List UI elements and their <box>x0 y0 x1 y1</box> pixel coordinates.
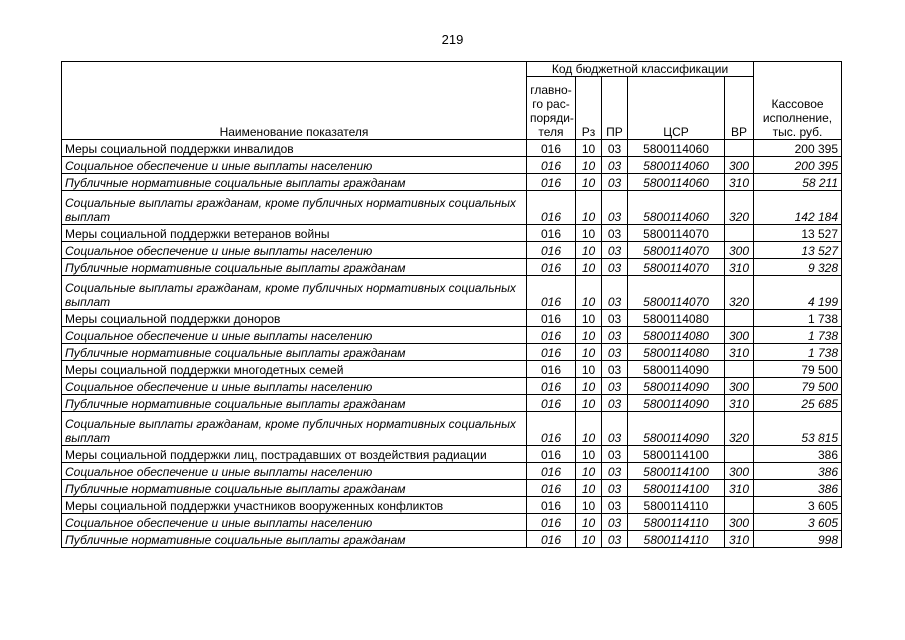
cell-pr: 03 <box>602 327 628 344</box>
cell-csr: 5800114100 <box>628 463 725 480</box>
cell-name: Социальное обеспечение и иные выплаты населению <box>62 327 527 344</box>
cell-csr: 5800114070 <box>628 276 725 310</box>
cell-sum: 142 184 <box>754 191 842 225</box>
table-row <box>62 412 842 446</box>
table-header <box>62 62 842 140</box>
cell-vr: 300 <box>725 327 754 344</box>
cell-name: Меры социальной поддержки лиц, пострадавших от воздействия радиации <box>62 446 527 463</box>
cell-rz: 10 <box>576 157 602 174</box>
cell-vr: 320 <box>725 191 754 225</box>
cell-pr: 03 <box>602 344 628 361</box>
cell-manager-code: 016 <box>527 361 576 378</box>
cell-manager-code: 016 <box>527 140 576 157</box>
cell-pr: 03 <box>602 395 628 412</box>
cell-vr <box>725 446 754 463</box>
cell-vr: 310 <box>725 174 754 191</box>
cell-manager-code: 016 <box>527 191 576 225</box>
cell-vr: 310 <box>725 395 754 412</box>
cell-name: Меры социальной поддержки участников вооруженных конфликтов <box>62 497 527 514</box>
cell-rz: 10 <box>576 174 602 191</box>
cell-rz: 10 <box>576 225 602 242</box>
table-row <box>62 225 842 242</box>
cell-name: Социальное обеспечение и иные выплаты населению <box>62 463 527 480</box>
cell-rz: 10 <box>576 514 602 531</box>
cell-rz: 10 <box>576 497 602 514</box>
cell-csr: 5800114070 <box>628 259 725 276</box>
cell-pr: 03 <box>602 140 628 157</box>
cell-vr <box>725 497 754 514</box>
cell-rz: 10 <box>576 191 602 225</box>
cell-pr: 03 <box>602 242 628 259</box>
table-row <box>62 395 842 412</box>
table-row <box>62 514 842 531</box>
cell-manager-code: 016 <box>527 174 576 191</box>
table-row <box>62 191 842 225</box>
cell-name: Социальное обеспечение и иные выплаты населению <box>62 514 527 531</box>
header-vr: ВР <box>725 77 754 140</box>
cell-vr <box>725 225 754 242</box>
cell-pr: 03 <box>602 225 628 242</box>
cell-manager-code: 016 <box>527 514 576 531</box>
cell-vr: 310 <box>725 344 754 361</box>
cell-csr: 5800114070 <box>628 225 725 242</box>
cell-sum: 1 738 <box>754 344 842 361</box>
cell-manager-code: 016 <box>527 259 576 276</box>
cell-sum: 13 527 <box>754 225 842 242</box>
cell-manager-code: 016 <box>527 497 576 514</box>
table-row <box>62 140 842 157</box>
cell-csr: 5800114060 <box>628 157 725 174</box>
cell-manager-code: 016 <box>527 531 576 548</box>
cell-vr: 310 <box>725 259 754 276</box>
cell-sum: 386 <box>754 446 842 463</box>
cell-pr: 03 <box>602 310 628 327</box>
cell-rz: 10 <box>576 344 602 361</box>
cell-sum: 1 738 <box>754 310 842 327</box>
cell-csr: 5800114110 <box>628 514 725 531</box>
table-row <box>62 310 842 327</box>
cell-pr: 03 <box>602 259 628 276</box>
cell-csr: 5800114090 <box>628 361 725 378</box>
cell-vr: 300 <box>725 378 754 395</box>
cell-csr: 5800114110 <box>628 497 725 514</box>
table-row <box>62 344 842 361</box>
cell-name: Социальное обеспечение и иные выплаты населению <box>62 157 527 174</box>
cell-name: Социальные выплаты гражданам, кроме публичных нормативных социальных выплат <box>62 412 527 446</box>
cell-name: Публичные нормативные социальные выплаты гражданам <box>62 395 527 412</box>
header-code-group: Код бюджетной классификации <box>527 62 754 77</box>
cell-csr: 5800114080 <box>628 327 725 344</box>
cell-rz: 10 <box>576 361 602 378</box>
cell-vr: 310 <box>725 480 754 497</box>
cell-csr: 5800114090 <box>628 412 725 446</box>
cell-rz: 10 <box>576 327 602 344</box>
cell-rz: 10 <box>576 310 602 327</box>
cell-pr: 03 <box>602 412 628 446</box>
cell-name: Меры социальной поддержки доноров <box>62 310 527 327</box>
cell-manager-code: 016 <box>527 242 576 259</box>
cell-manager-code: 016 <box>527 276 576 310</box>
cell-rz: 10 <box>576 480 602 497</box>
table-row <box>62 276 842 310</box>
cell-sum: 386 <box>754 463 842 480</box>
page-number: 219 <box>441 32 464 47</box>
cell-name: Публичные нормативные социальные выплаты гражданам <box>62 174 527 191</box>
cell-csr: 5800114060 <box>628 191 725 225</box>
cell-pr: 03 <box>602 378 628 395</box>
table-row <box>62 497 842 514</box>
cell-pr: 03 <box>602 361 628 378</box>
cell-csr: 5800114090 <box>628 378 725 395</box>
table-row <box>62 259 842 276</box>
cell-sum: 9 328 <box>754 259 842 276</box>
cell-rz: 10 <box>576 463 602 480</box>
cell-rz: 10 <box>576 259 602 276</box>
cell-pr: 03 <box>602 446 628 463</box>
cell-rz: 10 <box>576 140 602 157</box>
cell-pr: 03 <box>602 514 628 531</box>
cell-manager-code: 016 <box>527 412 576 446</box>
cell-vr: 310 <box>725 531 754 548</box>
cell-pr: 03 <box>602 463 628 480</box>
table-row <box>62 480 842 497</box>
table-row <box>62 242 842 259</box>
header-csr: ЦСР <box>628 77 725 140</box>
table-row <box>62 378 842 395</box>
cell-name: Меры социальной поддержки инвалидов <box>62 140 527 157</box>
cell-csr: 5800114100 <box>628 480 725 497</box>
cell-rz: 10 <box>576 395 602 412</box>
cell-sum: 25 685 <box>754 395 842 412</box>
cell-rz: 10 <box>576 276 602 310</box>
cell-name: Меры социальной поддержки ветеранов войны <box>62 225 527 242</box>
cell-sum: 200 395 <box>754 140 842 157</box>
cell-manager-code: 016 <box>527 157 576 174</box>
cell-csr: 5800114080 <box>628 344 725 361</box>
cell-manager-code: 016 <box>527 463 576 480</box>
cell-pr: 03 <box>602 157 628 174</box>
cell-csr: 5800114070 <box>628 242 725 259</box>
cell-manager-code: 016 <box>527 395 576 412</box>
header-name: Наименование показателя <box>62 62 527 140</box>
table-row <box>62 361 842 378</box>
cell-vr <box>725 140 754 157</box>
table-row <box>62 531 842 548</box>
budget-table <box>61 61 842 548</box>
cell-name: Социальное обеспечение и иные выплаты населению <box>62 242 527 259</box>
cell-name: Социальное обеспечение и иные выплаты населению <box>62 378 527 395</box>
cell-manager-code: 016 <box>527 225 576 242</box>
cell-sum: 58 211 <box>754 174 842 191</box>
cell-rz: 10 <box>576 242 602 259</box>
cell-csr: 5800114100 <box>628 446 725 463</box>
cell-sum: 3 605 <box>754 497 842 514</box>
cell-csr: 5800114060 <box>628 174 725 191</box>
cell-vr <box>725 310 754 327</box>
header-manager: главно-го рас-поряди-теля <box>527 77 576 140</box>
cell-vr: 300 <box>725 463 754 480</box>
cell-vr: 320 <box>725 412 754 446</box>
cell-name: Публичные нормативные социальные выплаты гражданам <box>62 259 527 276</box>
cell-rz: 10 <box>576 378 602 395</box>
cell-name: Публичные нормативные социальные выплаты гражданам <box>62 344 527 361</box>
cell-sum: 3 605 <box>754 514 842 531</box>
table-row <box>62 446 842 463</box>
cell-sum: 4 199 <box>754 276 842 310</box>
cell-sum: 386 <box>754 480 842 497</box>
cell-rz: 10 <box>576 412 602 446</box>
table-row <box>62 463 842 480</box>
cell-vr <box>725 361 754 378</box>
cell-name: Меры социальной поддержки многодетных семей <box>62 361 527 378</box>
cell-manager-code: 016 <box>527 378 576 395</box>
cell-vr: 300 <box>725 157 754 174</box>
table-body <box>62 140 842 548</box>
cell-manager-code: 016 <box>527 310 576 327</box>
cell-manager-code: 016 <box>527 344 576 361</box>
cell-sum: 53 815 <box>754 412 842 446</box>
cell-name: Публичные нормативные социальные выплаты гражданам <box>62 531 527 548</box>
cell-name: Социальные выплаты гражданам, кроме публичных нормативных социальных выплат <box>62 191 527 225</box>
table-row <box>62 174 842 191</box>
cell-pr: 03 <box>602 276 628 310</box>
cell-rz: 10 <box>576 531 602 548</box>
cell-csr: 5800114110 <box>628 531 725 548</box>
cell-vr: 300 <box>725 514 754 531</box>
header-sum: Кассовое исполнение, тыс. руб. <box>754 62 842 140</box>
cell-rz: 10 <box>576 446 602 463</box>
cell-sum: 998 <box>754 531 842 548</box>
cell-manager-code: 016 <box>527 327 576 344</box>
cell-pr: 03 <box>602 480 628 497</box>
cell-csr: 5800114080 <box>628 310 725 327</box>
cell-pr: 03 <box>602 531 628 548</box>
cell-csr: 5800114060 <box>628 140 725 157</box>
cell-sum: 79 500 <box>754 361 842 378</box>
table-row <box>62 157 842 174</box>
header-pr: ПР <box>602 77 628 140</box>
cell-sum: 200 395 <box>754 157 842 174</box>
cell-sum: 1 738 <box>754 327 842 344</box>
table-row <box>62 327 842 344</box>
cell-pr: 03 <box>602 174 628 191</box>
cell-name: Социальные выплаты гражданам, кроме публичных нормативных социальных выплат <box>62 276 527 310</box>
cell-sum: 79 500 <box>754 378 842 395</box>
cell-name: Публичные нормативные социальные выплаты гражданам <box>62 480 527 497</box>
cell-manager-code: 016 <box>527 446 576 463</box>
cell-sum: 13 527 <box>754 242 842 259</box>
cell-pr: 03 <box>602 191 628 225</box>
cell-vr: 300 <box>725 242 754 259</box>
cell-vr: 320 <box>725 276 754 310</box>
cell-manager-code: 016 <box>527 480 576 497</box>
cell-pr: 03 <box>602 497 628 514</box>
header-rz: Рз <box>576 77 602 140</box>
cell-csr: 5800114090 <box>628 395 725 412</box>
